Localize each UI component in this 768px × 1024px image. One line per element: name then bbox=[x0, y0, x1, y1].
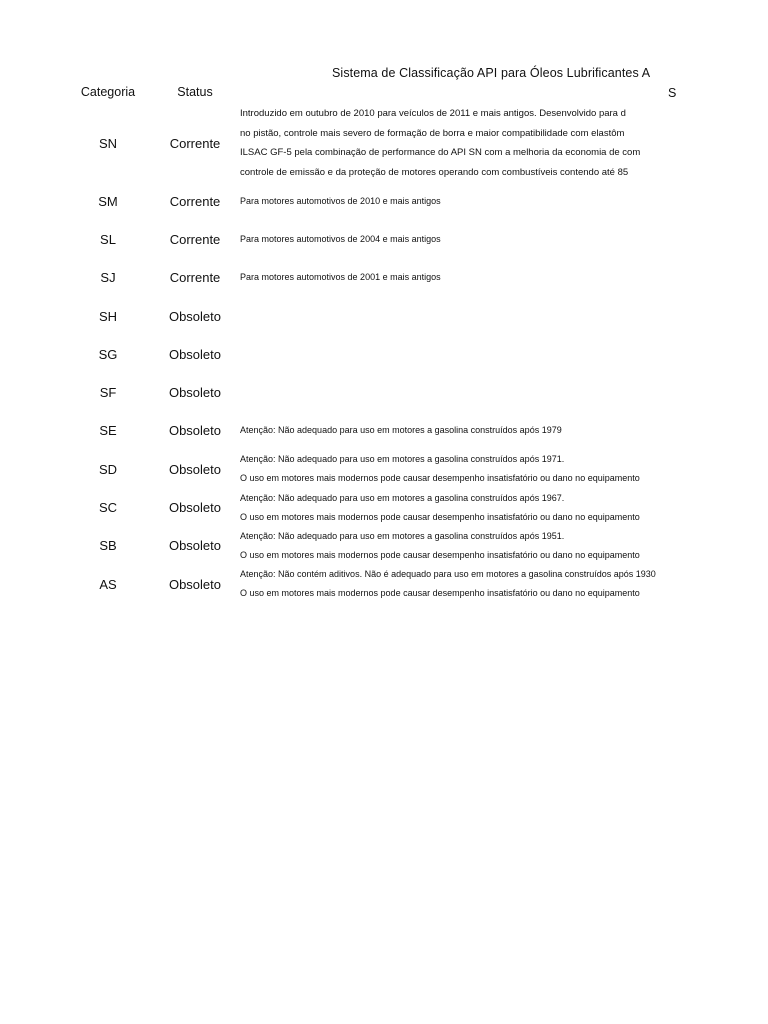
category-cell: SH bbox=[98, 308, 118, 324]
table-row bbox=[0, 412, 768, 450]
table-row bbox=[0, 297, 768, 335]
category-cell: SJ bbox=[100, 270, 116, 286]
description-line: Atenção: Não adequado para uso em motores a gasolina construídos após 1979 bbox=[240, 425, 562, 436]
status-cell: Obsoleto bbox=[168, 385, 222, 401]
status-cell: Obsoleto bbox=[168, 346, 222, 362]
table-row bbox=[0, 259, 768, 297]
table-row bbox=[0, 488, 768, 526]
category-cell: SC bbox=[98, 500, 118, 516]
category-cell: SE bbox=[99, 423, 117, 439]
page-title: Sistema de Classificação API para Óleos Lubrificantes A bbox=[332, 66, 651, 80]
column-header-status: Status bbox=[177, 85, 213, 99]
status-cell: Obsoleto bbox=[168, 461, 222, 477]
description-cell bbox=[240, 450, 768, 488]
table-row bbox=[0, 527, 768, 565]
category-cell: SM bbox=[98, 193, 118, 209]
table-row bbox=[0, 450, 768, 488]
status-cell: Obsoleto bbox=[168, 500, 222, 516]
description-cell bbox=[240, 527, 768, 565]
description-line: O uso em motores mais modernos pode causar desempenho insatisfatório ou dano no equipamento bbox=[240, 549, 640, 560]
description-line: O uso em motores mais modernos pode causar desempenho insatisfatório ou dano no equipamento bbox=[240, 588, 640, 599]
description-line: Para motores automotivos de 2004 e mais antigos bbox=[240, 233, 441, 244]
category-cell: SN bbox=[98, 135, 118, 151]
description-line: no pistão, controle mais severo de formação de borra e maior compatibilidade com elastôm bbox=[240, 127, 625, 139]
description-line: O uso em motores mais modernos pode causar desempenho insatisfatório ou dano no equipamento bbox=[240, 473, 640, 484]
description-line: Atenção: Não contém aditivos. Não é adequado para uso em motores a gasolina construídos após 1930 bbox=[240, 569, 656, 580]
status-cell: Corrente bbox=[169, 135, 221, 151]
classification-table bbox=[0, 104, 768, 603]
category-cell: SB bbox=[99, 538, 117, 554]
description-cell bbox=[240, 259, 768, 297]
description-cell bbox=[240, 297, 768, 335]
description-line: Para motores automotivos de 2001 e mais antigos bbox=[240, 272, 441, 283]
description-line: controle de emissão e da proteção de motores operando com combustíveis contendo até 85 bbox=[240, 166, 629, 178]
description-line: ILSAC GF-5 pela combinação de performance do API SN com a melhoria da economia de com bbox=[240, 147, 641, 158]
description-cell bbox=[240, 335, 768, 373]
status-cell: Corrente bbox=[169, 270, 221, 286]
description-line: Para motores automotivos de 2010 e mais antigos bbox=[240, 195, 441, 206]
category-cell: SF bbox=[99, 385, 117, 401]
description-line: Atenção: Não adequado para uso em motores a gasolina construídos após 1967. bbox=[240, 492, 565, 503]
table-row bbox=[0, 182, 768, 220]
description-cell bbox=[240, 412, 768, 450]
description-line: O uso em motores mais modernos pode causar desempenho insatisfatório ou dano no equipamento bbox=[240, 511, 640, 522]
description-cell bbox=[240, 488, 768, 526]
category-cell: SD bbox=[98, 461, 118, 477]
status-cell: Obsoleto bbox=[168, 423, 222, 439]
status-cell: Obsoleto bbox=[168, 308, 222, 324]
title-second-line-fragment: S bbox=[668, 86, 677, 100]
category-cell: SG bbox=[98, 346, 118, 362]
category-cell: SL bbox=[100, 231, 116, 247]
table-row bbox=[0, 220, 768, 258]
status-cell: Obsoleto bbox=[168, 576, 222, 592]
table-row bbox=[0, 335, 768, 373]
description-cell bbox=[240, 182, 768, 220]
status-cell: Corrente bbox=[169, 231, 221, 247]
description-cell bbox=[240, 565, 768, 603]
category-cell: AS bbox=[99, 576, 117, 592]
description-cell bbox=[240, 220, 768, 258]
description-cell bbox=[240, 373, 768, 411]
status-cell: Corrente bbox=[169, 193, 221, 209]
table-row bbox=[0, 373, 768, 411]
column-header-category: Categoria bbox=[80, 85, 136, 99]
description-line: Introduzido em outubro de 2010 para veículos de 2011 e mais antigos. Desenvolvido para d bbox=[240, 108, 626, 119]
description-cell bbox=[240, 104, 768, 182]
table-row bbox=[0, 565, 768, 603]
description-line: Atenção: Não adequado para uso em motores a gasolina construídos após 1951. bbox=[240, 530, 565, 541]
description-line: Atenção: Não adequado para uso em motores a gasolina construídos após 1971. bbox=[240, 454, 565, 465]
status-cell: Obsoleto bbox=[168, 538, 222, 554]
table-row bbox=[0, 104, 768, 182]
